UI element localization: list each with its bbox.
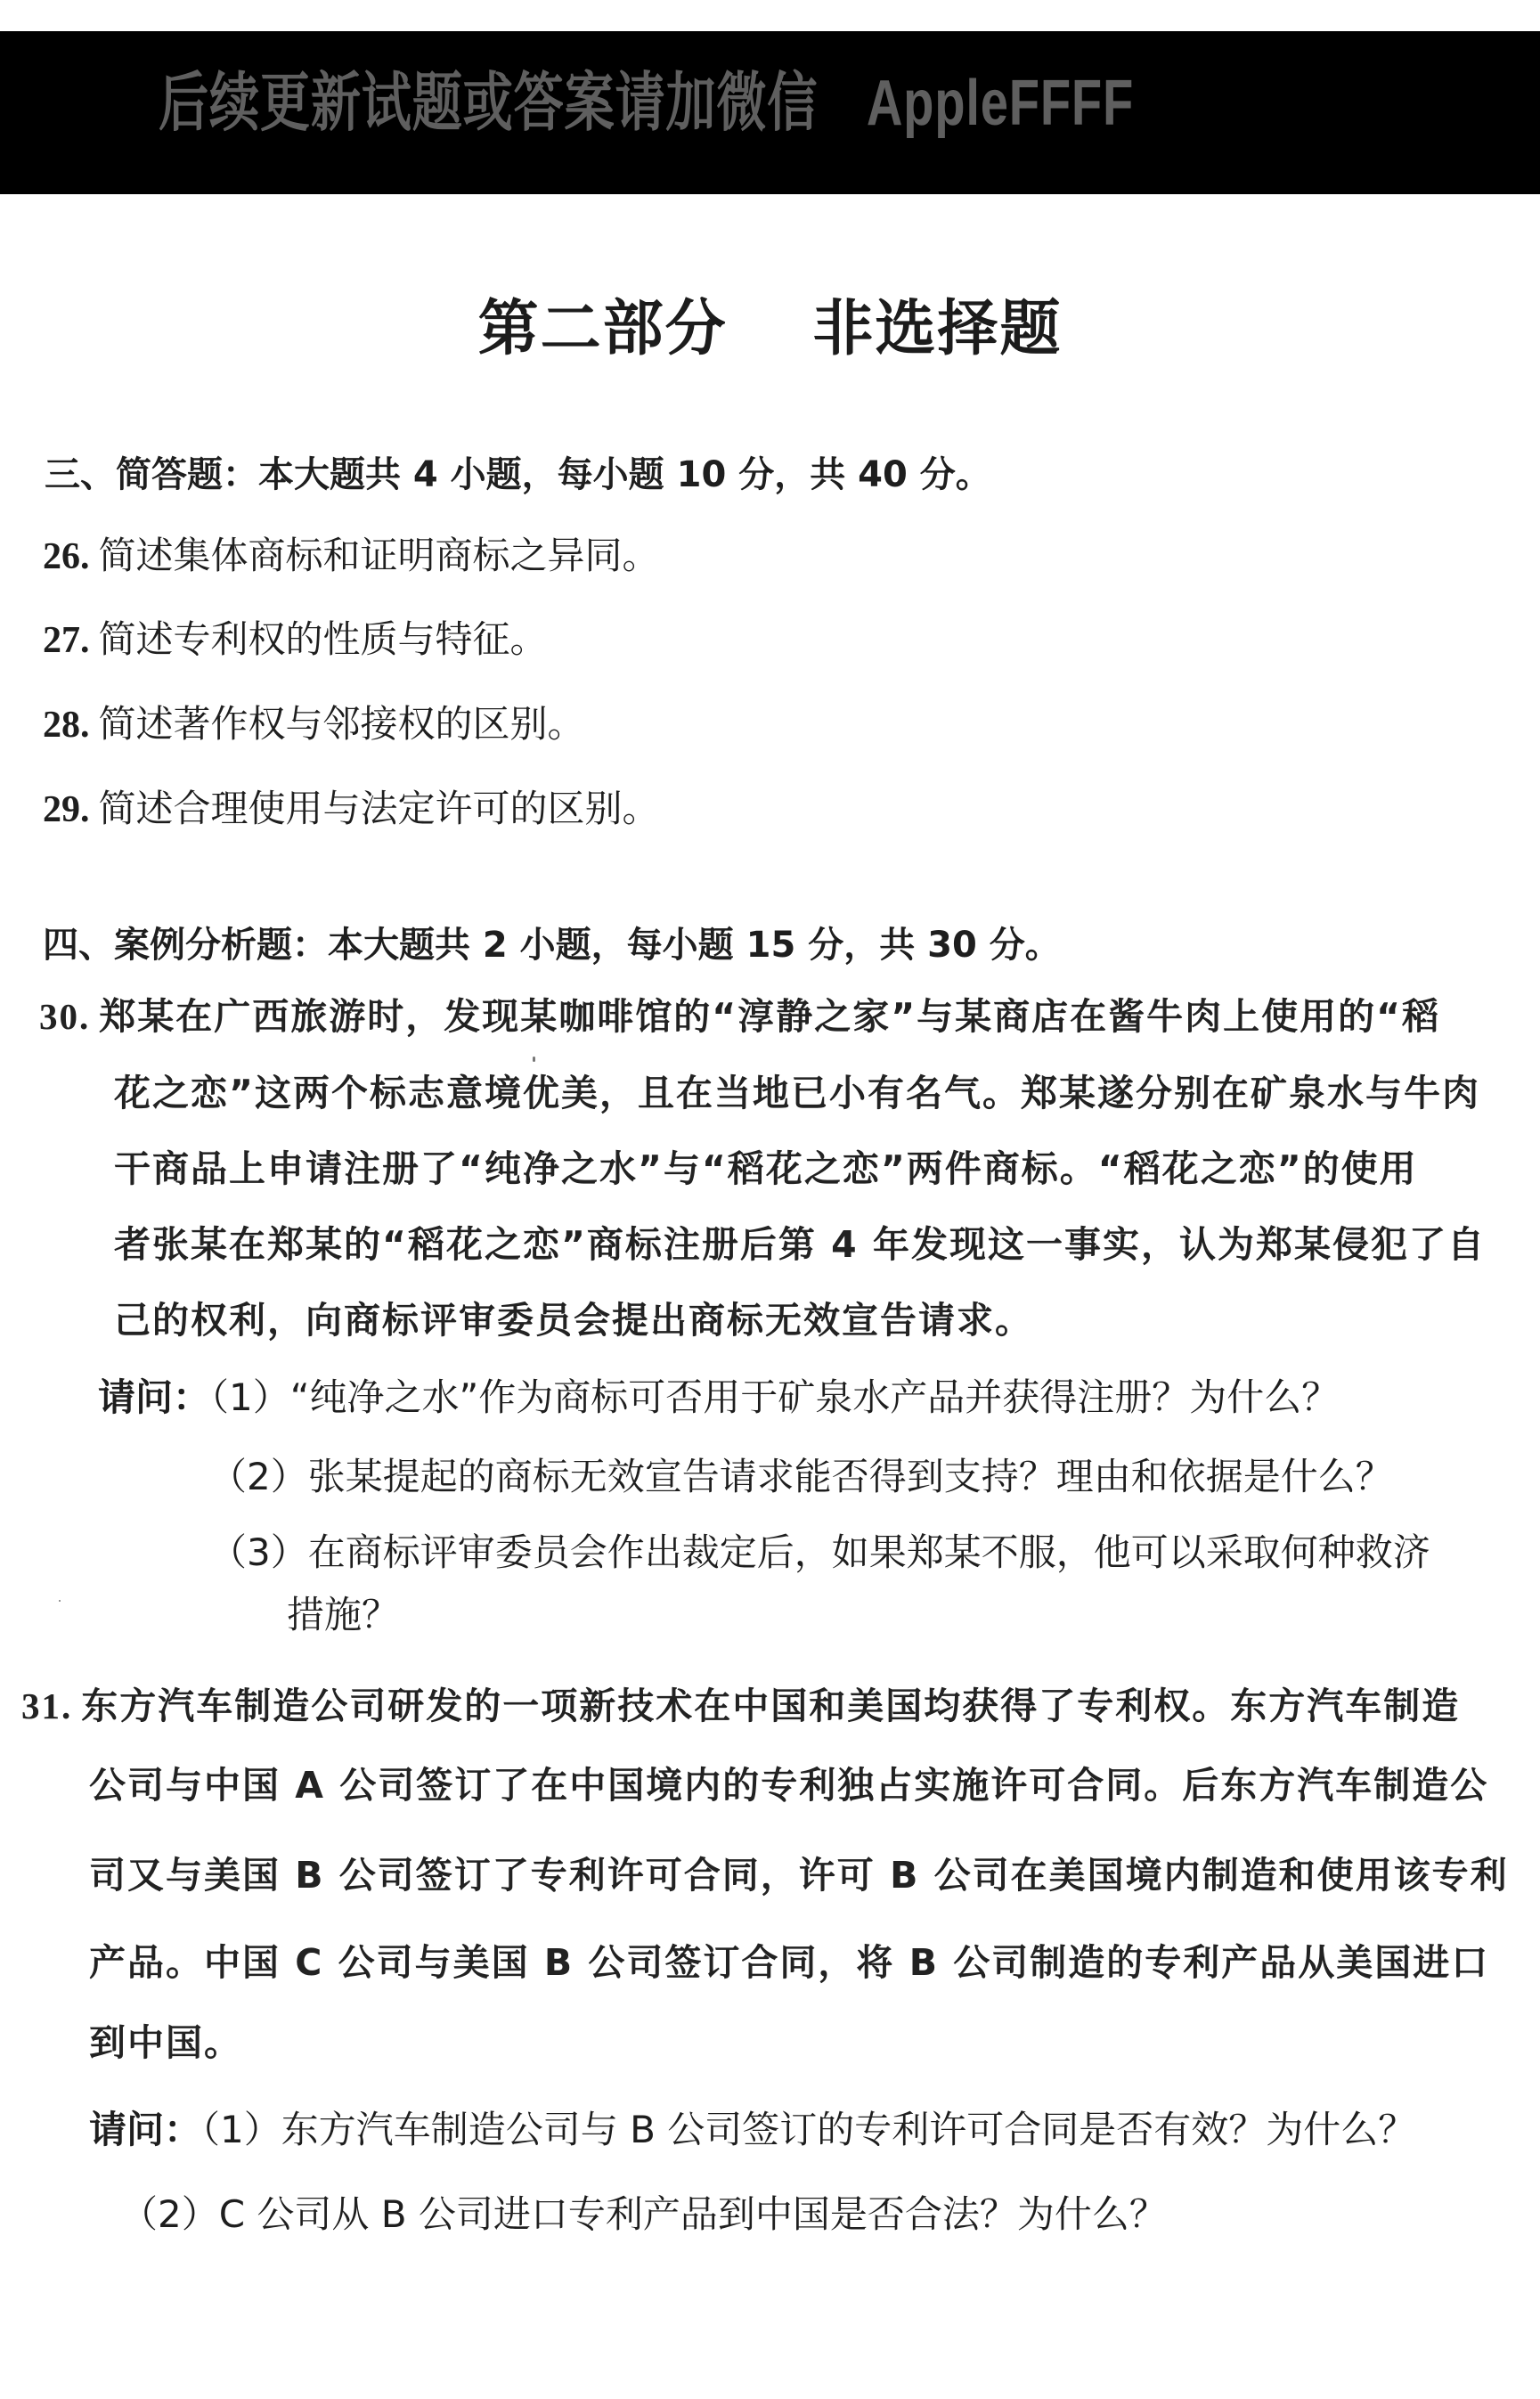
- question-30-line-3: 干商品上申请注册了“纯净之水”与“稻花之恋”两件商标。“稻花之恋”的使用: [114, 1147, 1418, 1190]
- ask-label: 请问：: [98, 1375, 211, 1419]
- ask-text: （1）“纯净之水”作为商标可否用于矿泉水产品并获得注册？为什么？: [210, 1375, 1340, 1419]
- question-30-ask-1: [98, 1373, 1339, 1423]
- question-31-line-4: 产品。中国 C 公司与美国 B 公司签订合同，将 B 公司制造的专利产品从美国进口: [89, 1941, 1490, 1984]
- question-number: 26.: [43, 536, 90, 577]
- question-31-line-2: 公司与中国 A 公司签订了在中国境内的专利独占实施许可合同。后东方汽车制造公: [89, 1764, 1489, 1807]
- question-30-line-2: 花之恋”这两个标志意境优美，且在当地已小有名气。郑某遂分别在矿泉水与牛肉: [114, 1072, 1480, 1114]
- question-29: [43, 784, 660, 835]
- question-text: 简述集体商标和证明商标之异同。: [98, 534, 660, 577]
- question-30-line-1: [39, 991, 1440, 1041]
- watermark-banner: [0, 31, 1540, 194]
- question-30-line-4: 者张某在郑某的“稻花之恋”商标注册后第 4 年发现这一事实，认为郑某侵犯了自: [114, 1223, 1486, 1266]
- question-31-line-5: 到中国。: [89, 2021, 242, 2064]
- question-number: 27.: [43, 620, 90, 661]
- question-30-ask-2: （2）张某提起的商标无效宣告请求能否得到支持？理由和依据是什么？: [209, 1455, 1393, 1498]
- scan-artifact: [533, 1057, 535, 1062]
- question-31-ask-2: （2）C 公司从 B 公司进口专利产品到中国是否合法？为什么？: [120, 2192, 1167, 2236]
- part-title: 第二部分 非选择题: [477, 294, 1063, 364]
- case-text: 郑某在广西旅游时，发现某咖啡馆的“淳静之家”与某商店在酱牛肉上使用的“稻: [99, 995, 1441, 1038]
- question-30-ask-3: （3）在商标评审委员会作出裁定后，如果郑某不服，他可以采取何种救济: [209, 1530, 1430, 1574]
- question-text: 简述著作权与邻接权的区别。: [98, 702, 585, 746]
- question-26: [43, 531, 660, 582]
- question-30-ask-3-cont: 措施？: [287, 1593, 400, 1636]
- question-31-ask-1: [89, 2105, 1415, 2155]
- watermark-wechat-id: AppleFFFF: [866, 68, 1135, 139]
- question-number: 29.: [43, 789, 90, 830]
- question-31-line-3: 司又与美国 B 公司签订了专利许可合同，许可 B 公司在美国境内制造和使用该专利: [89, 1854, 1509, 1897]
- case-text: 东方汽车制造公司研发的一项新技术在中国和美国均获得了专利权。东方汽车制造: [81, 1685, 1461, 1727]
- watermark-text: [159, 67, 1134, 139]
- section4-heading: 四、案例分析题：本大题共 2 小题，每小题 15 分，共 30 分。: [43, 925, 1061, 966]
- section3-heading: 三、简答题：本大题共 4 小题，每小题 10 分，共 40 分。: [45, 454, 991, 495]
- watermark-message: 后续更新试题或答案请加微信: [159, 65, 819, 140]
- question-number: 31.: [21, 1685, 73, 1726]
- question-text: 简述合理使用与法定许可的区别。: [98, 787, 660, 830]
- question-text: 简述专利权的性质与特征。: [98, 617, 548, 661]
- question-27: [43, 615, 548, 665]
- question-31-line-1: [21, 1681, 1460, 1731]
- question-30-line-5: 己的权利，向商标评审委员会提出商标无效宣告请求。: [114, 1299, 1033, 1342]
- question-number: 28.: [43, 705, 90, 746]
- scan-artifact: [59, 1600, 61, 1602]
- question-number: 30.: [39, 996, 91, 1037]
- ask-text: （1）东方汽车制造公司与 B 公司签订的专利许可合同是否有效？为什么？: [201, 2108, 1416, 2151]
- question-28: [43, 699, 585, 750]
- ask-label: 请问：: [89, 2108, 202, 2151]
